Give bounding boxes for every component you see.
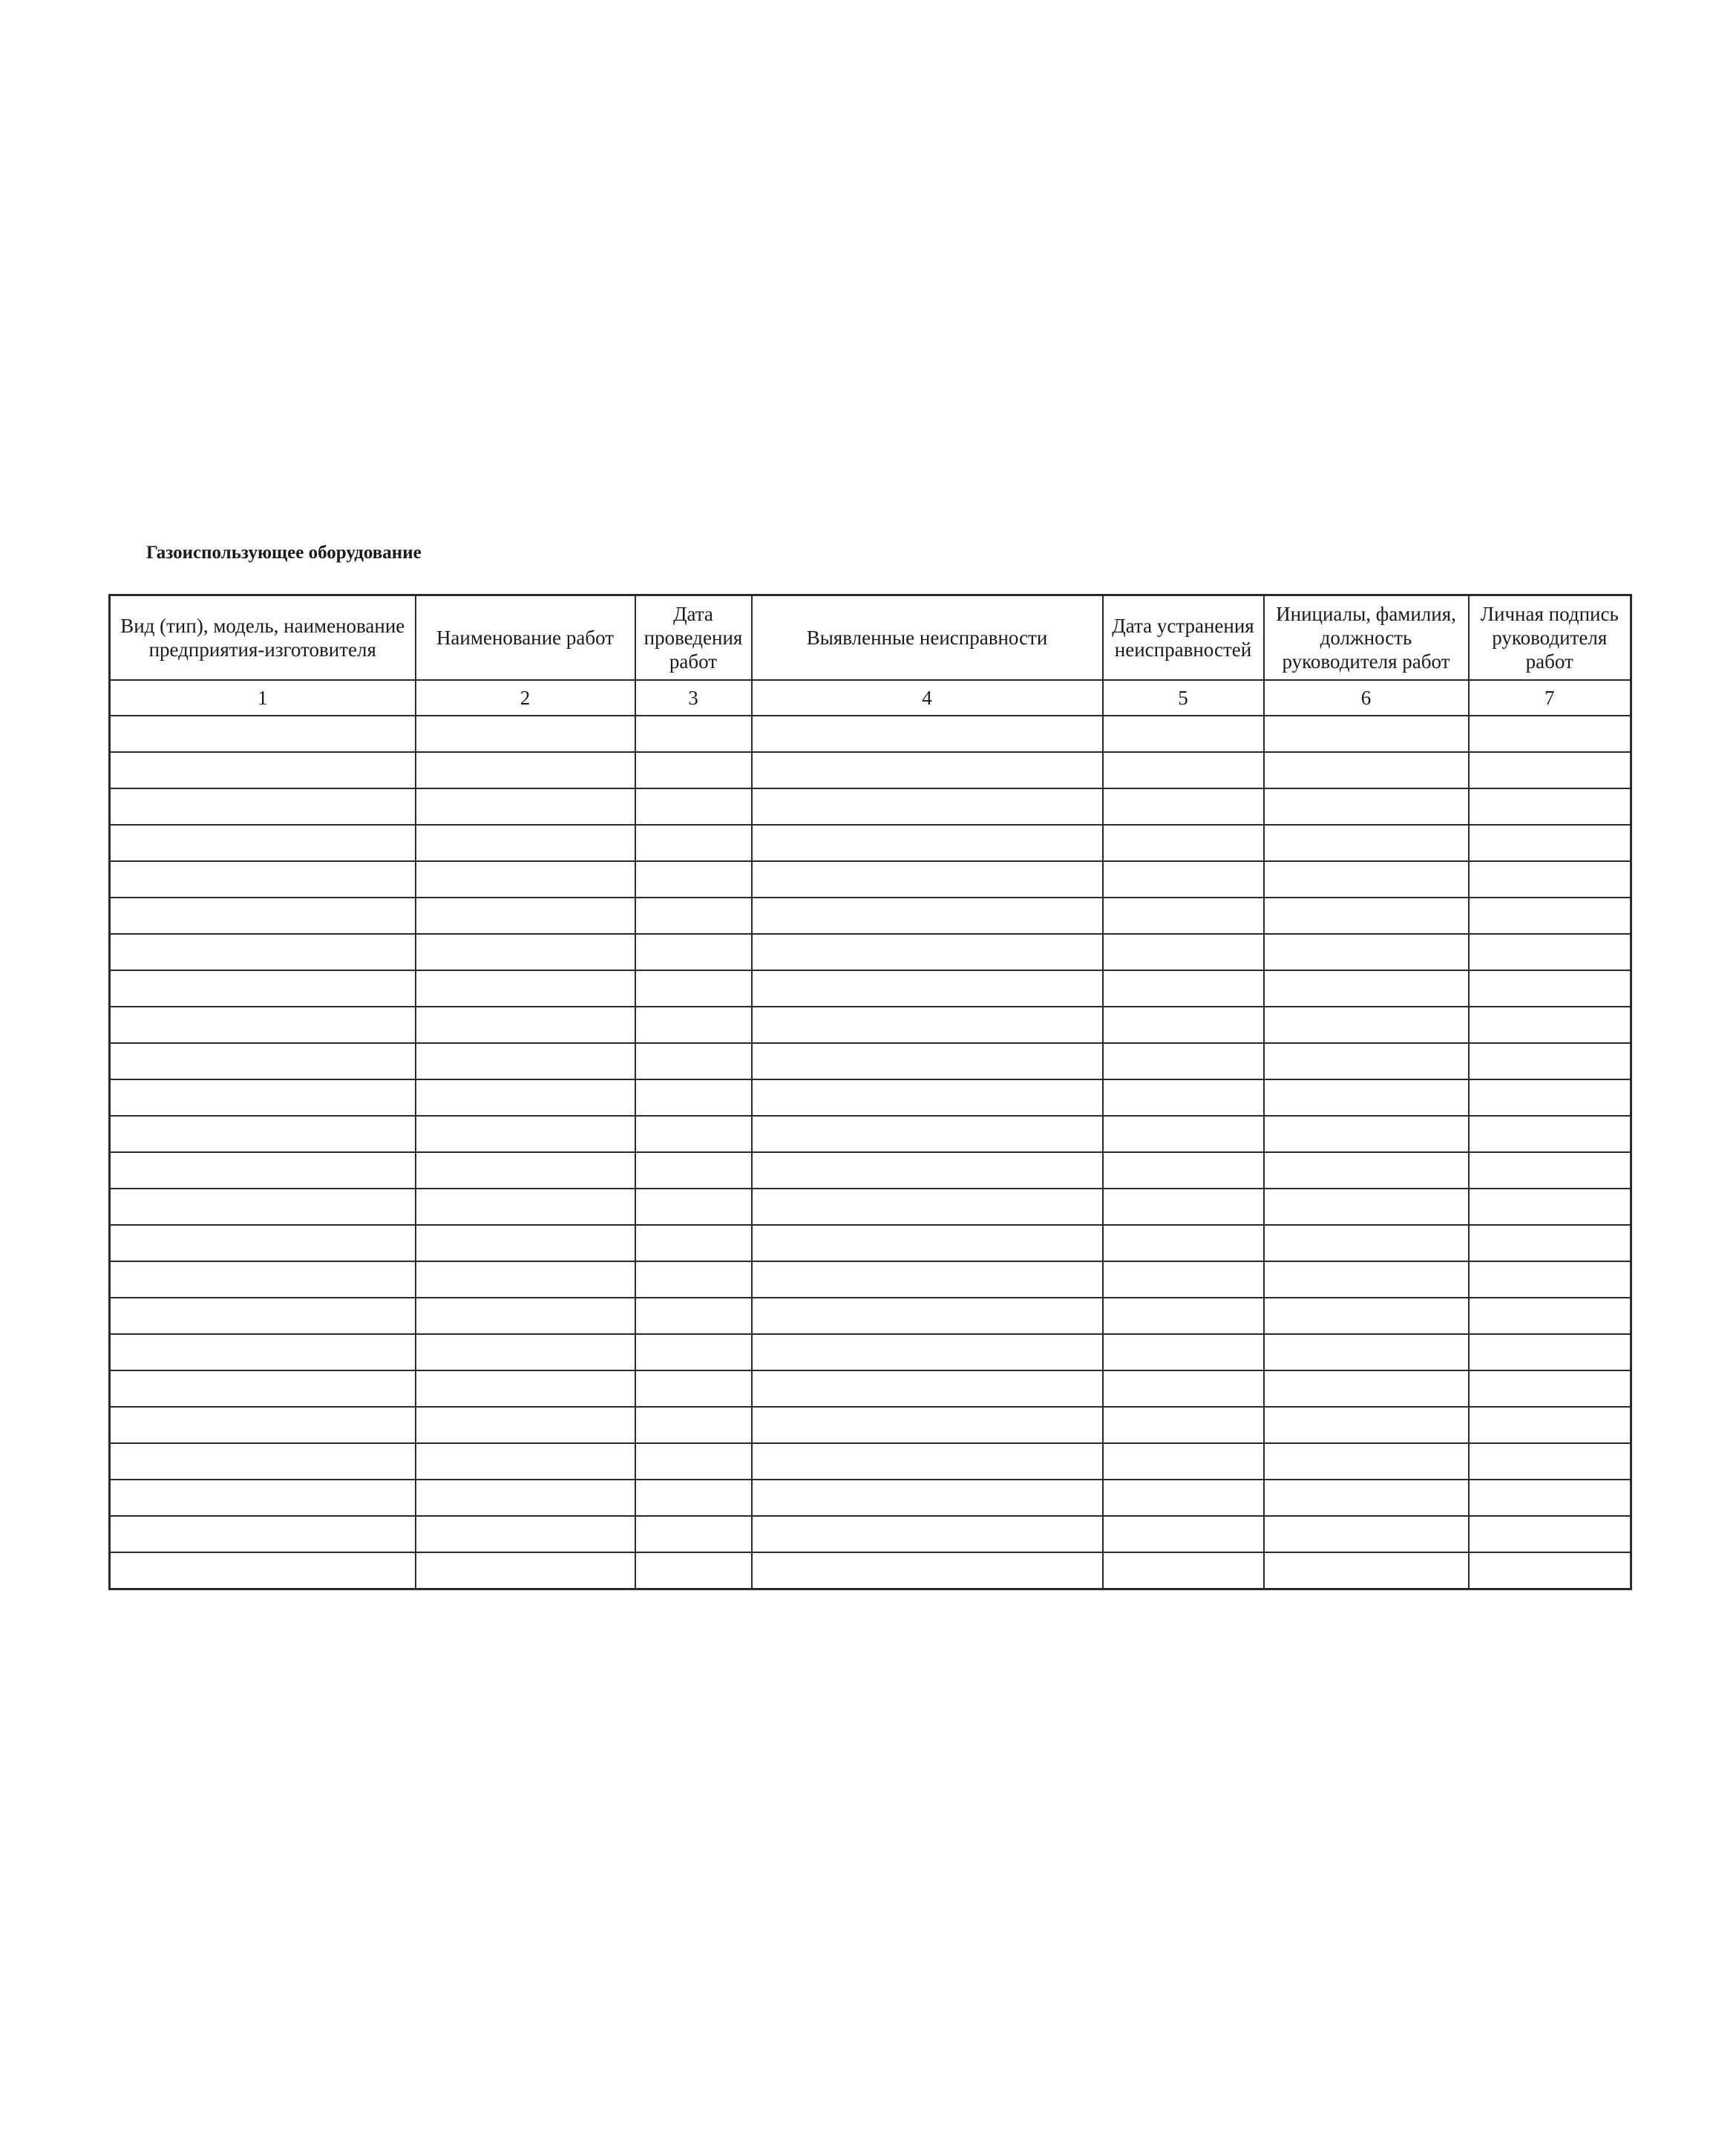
- table-cell[interactable]: [635, 970, 752, 1007]
- table-cell[interactable]: [416, 1407, 635, 1443]
- table-row: [110, 788, 1631, 825]
- table-cell[interactable]: [1469, 1480, 1631, 1516]
- table-cell[interactable]: [110, 1443, 416, 1480]
- table-cell[interactable]: [1264, 1516, 1469, 1552]
- table-cell[interactable]: [1103, 1407, 1264, 1443]
- table-cell[interactable]: [752, 1152, 1103, 1189]
- table-cell[interactable]: [635, 1007, 752, 1043]
- column-header-faults-found: Выявленные неисправности: [752, 595, 1103, 681]
- table-cell[interactable]: [1469, 1116, 1631, 1152]
- table-cell[interactable]: [416, 1007, 635, 1043]
- table-cell[interactable]: [1103, 1480, 1264, 1516]
- table-cell[interactable]: [110, 934, 416, 970]
- table-cell[interactable]: [752, 1334, 1103, 1370]
- table-cell[interactable]: [635, 1043, 752, 1079]
- table-cell[interactable]: [1264, 1407, 1469, 1443]
- table-row: [110, 1407, 1631, 1443]
- table-cell[interactable]: [110, 898, 416, 934]
- table-cell[interactable]: [1264, 1007, 1469, 1043]
- table-cell[interactable]: [110, 1079, 416, 1116]
- table-cell[interactable]: [752, 1298, 1103, 1334]
- table-cell[interactable]: [1469, 1298, 1631, 1334]
- table-cell[interactable]: [1469, 752, 1631, 788]
- equipment-register-table: [108, 594, 1632, 1590]
- table-cell[interactable]: [110, 1007, 416, 1043]
- table-cell[interactable]: [1103, 1552, 1264, 1589]
- table-cell[interactable]: [1264, 1370, 1469, 1407]
- column-header-supervisor-signature: Личная подпись руководителя работ: [1469, 595, 1631, 681]
- table-cell[interactable]: [1264, 1043, 1469, 1079]
- table-row: [110, 898, 1631, 934]
- table-cell[interactable]: [635, 1189, 752, 1225]
- table-cell[interactable]: [635, 1334, 752, 1370]
- table-cell[interactable]: [110, 1225, 416, 1261]
- table-cell[interactable]: [1103, 1225, 1264, 1261]
- table-cell[interactable]: [752, 934, 1103, 970]
- table-cell[interactable]: [416, 934, 635, 970]
- table-cell[interactable]: [110, 788, 416, 825]
- table-cell[interactable]: [752, 1407, 1103, 1443]
- table-cell[interactable]: [1103, 1043, 1264, 1079]
- table-row: [110, 1189, 1631, 1225]
- table-cell[interactable]: [635, 1079, 752, 1116]
- table-cell[interactable]: [635, 1480, 752, 1516]
- table-cell[interactable]: [1469, 934, 1631, 970]
- table-row: [110, 1480, 1631, 1516]
- table-row: [110, 1079, 1631, 1116]
- column-number: 2: [416, 680, 635, 716]
- table-cell[interactable]: [1469, 1516, 1631, 1552]
- table-cell[interactable]: [752, 788, 1103, 825]
- table-cell[interactable]: [416, 1189, 635, 1225]
- table-row: [110, 1225, 1631, 1261]
- table-cell[interactable]: [110, 1261, 416, 1298]
- table-cell[interactable]: [416, 752, 635, 788]
- column-number: 4: [752, 680, 1103, 716]
- table-cell[interactable]: [1264, 1334, 1469, 1370]
- table-cell[interactable]: [110, 970, 416, 1007]
- table-cell[interactable]: [1469, 861, 1631, 898]
- table-cell[interactable]: [416, 1443, 635, 1480]
- column-header-supervisor-name: Инициалы, фамилия, должность руководителя работ: [1264, 595, 1469, 681]
- table-row: [110, 970, 1631, 1007]
- table-cell[interactable]: [752, 1043, 1103, 1079]
- table-cell[interactable]: [1103, 1334, 1264, 1370]
- column-header-equipment: Вид (тип), модель, наименование предприятия-изготовителя: [110, 595, 416, 681]
- table-cell[interactable]: [416, 1552, 635, 1589]
- table-cell[interactable]: [1103, 1116, 1264, 1152]
- table-cell[interactable]: [635, 1552, 752, 1589]
- table-cell[interactable]: [416, 1516, 635, 1552]
- table-row: [110, 1298, 1631, 1334]
- table-cell[interactable]: [752, 898, 1103, 934]
- table-cell[interactable]: [635, 716, 752, 752]
- table-cell[interactable]: [752, 1189, 1103, 1225]
- table-cell[interactable]: [1469, 1407, 1631, 1443]
- table-cell[interactable]: [635, 1516, 752, 1552]
- table-cell[interactable]: [1469, 1334, 1631, 1370]
- table-cell[interactable]: [752, 1552, 1103, 1589]
- table-cell[interactable]: [1469, 1261, 1631, 1298]
- table-cell[interactable]: [635, 1443, 752, 1480]
- table-cell[interactable]: [1264, 861, 1469, 898]
- table-cell[interactable]: [752, 1079, 1103, 1116]
- table-cell[interactable]: [1103, 1189, 1264, 1225]
- table-cell[interactable]: [1264, 825, 1469, 861]
- table-cell[interactable]: [1103, 788, 1264, 825]
- column-header-fix-date: Дата устранения неисправностей: [1103, 595, 1264, 681]
- table-cell[interactable]: [635, 1116, 752, 1152]
- table-cell[interactable]: [416, 970, 635, 1007]
- table-cell[interactable]: [1264, 1225, 1469, 1261]
- table-cell[interactable]: [1264, 970, 1469, 1007]
- table-cell[interactable]: [1264, 934, 1469, 970]
- table-cell[interactable]: [416, 716, 635, 752]
- table-row: [110, 1116, 1631, 1152]
- table-row: [110, 1516, 1631, 1552]
- table-cell[interactable]: [1469, 1079, 1631, 1116]
- table-cell[interactable]: [1264, 716, 1469, 752]
- table-cell[interactable]: [752, 1225, 1103, 1261]
- column-number: 7: [1469, 680, 1631, 716]
- table-cell[interactable]: [752, 970, 1103, 1007]
- table-cell[interactable]: [1469, 1007, 1631, 1043]
- table-cell[interactable]: [1264, 898, 1469, 934]
- table-cell[interactable]: [1103, 898, 1264, 934]
- table-row: [110, 1152, 1631, 1189]
- column-header-work-name: Наименование работ: [416, 595, 635, 681]
- table-cell[interactable]: [1103, 1079, 1264, 1116]
- table-cell[interactable]: [1264, 1552, 1469, 1589]
- table-cell[interactable]: [1264, 1443, 1469, 1480]
- table-cell[interactable]: [635, 934, 752, 970]
- table-row: [110, 825, 1631, 861]
- table-cell[interactable]: [1469, 788, 1631, 825]
- table-cell[interactable]: [110, 1480, 416, 1516]
- table-cell[interactable]: [1103, 861, 1264, 898]
- table-cell[interactable]: [1264, 1152, 1469, 1189]
- column-number: 3: [635, 680, 752, 716]
- column-header-work-date: Дата проведения работ: [635, 595, 752, 681]
- section-title: Газоиспользующее оборудование: [146, 543, 422, 563]
- table-cell[interactable]: [110, 1189, 416, 1225]
- table-cell[interactable]: [110, 716, 416, 752]
- table-cell[interactable]: [1103, 1443, 1264, 1480]
- table-cell[interactable]: [1469, 1370, 1631, 1407]
- table-cell[interactable]: [1469, 1225, 1631, 1261]
- table-cell[interactable]: [752, 1007, 1103, 1043]
- table-row: [110, 1007, 1631, 1043]
- table-cell[interactable]: [635, 1152, 752, 1189]
- table-cell[interactable]: [1103, 1516, 1264, 1552]
- table-cell[interactable]: [1103, 1370, 1264, 1407]
- table-cell[interactable]: [1264, 1079, 1469, 1116]
- table-cell[interactable]: [416, 1298, 635, 1334]
- table-cell[interactable]: [1469, 970, 1631, 1007]
- table-cell[interactable]: [752, 1261, 1103, 1298]
- table-cell[interactable]: [1103, 934, 1264, 970]
- table-cell[interactable]: [1103, 970, 1264, 1007]
- table-cell[interactable]: [416, 898, 635, 934]
- column-number-row: [110, 680, 1631, 716]
- table-cell[interactable]: [110, 1116, 416, 1152]
- table-cell[interactable]: [1264, 1116, 1469, 1152]
- table-cell[interactable]: [416, 788, 635, 825]
- table-cell[interactable]: [635, 898, 752, 934]
- table-row: [110, 1261, 1631, 1298]
- table-cell[interactable]: [752, 752, 1103, 788]
- table-cell[interactable]: [1469, 1552, 1631, 1589]
- column-number: 5: [1103, 680, 1264, 716]
- table-cell[interactable]: [752, 716, 1103, 752]
- table-cell[interactable]: [635, 1407, 752, 1443]
- table-cell[interactable]: [1469, 1152, 1631, 1189]
- table-cell[interactable]: [1469, 1043, 1631, 1079]
- table-row: [110, 1443, 1631, 1480]
- table-cell[interactable]: [416, 1334, 635, 1370]
- table-cell[interactable]: [752, 861, 1103, 898]
- table-cell[interactable]: [1264, 1261, 1469, 1298]
- table-cell[interactable]: [635, 1261, 752, 1298]
- table-cell[interactable]: [1103, 1007, 1264, 1043]
- table-cell[interactable]: [635, 1298, 752, 1334]
- table-row: [110, 934, 1631, 970]
- table-cell[interactable]: [110, 1043, 416, 1079]
- table-row: [110, 861, 1631, 898]
- table-cell[interactable]: [1103, 716, 1264, 752]
- table-cell[interactable]: [635, 861, 752, 898]
- table-cell[interactable]: [635, 825, 752, 861]
- table-cell[interactable]: [1103, 825, 1264, 861]
- table-cell[interactable]: [635, 1225, 752, 1261]
- table-cell[interactable]: [110, 861, 416, 898]
- table-cell[interactable]: [110, 825, 416, 861]
- table-cell[interactable]: [110, 1298, 416, 1334]
- table-cell[interactable]: [1469, 1189, 1631, 1225]
- table-cell[interactable]: [752, 1370, 1103, 1407]
- table-row: [110, 1370, 1631, 1407]
- table-cell[interactable]: [1469, 716, 1631, 752]
- table-cell[interactable]: [416, 1480, 635, 1516]
- table-cell[interactable]: [416, 1079, 635, 1116]
- table-cell[interactable]: [1469, 898, 1631, 934]
- table-cell[interactable]: [1103, 1298, 1264, 1334]
- table-cell[interactable]: [110, 1407, 416, 1443]
- table-cell[interactable]: [1469, 1443, 1631, 1480]
- table-cell[interactable]: [110, 1152, 416, 1189]
- table-cell[interactable]: [1264, 788, 1469, 825]
- table-cell[interactable]: [110, 1334, 416, 1370]
- table-cell[interactable]: [752, 1480, 1103, 1516]
- table-cell[interactable]: [752, 1116, 1103, 1152]
- column-number: 6: [1264, 680, 1469, 716]
- table-body: [110, 716, 1631, 1589]
- table-row: [110, 1552, 1631, 1589]
- table-cell[interactable]: [416, 1370, 635, 1407]
- table-cell[interactable]: [752, 825, 1103, 861]
- table-cell[interactable]: [1103, 752, 1264, 788]
- table-cell[interactable]: [110, 1370, 416, 1407]
- table-cell[interactable]: [752, 1443, 1103, 1480]
- table-row: [110, 716, 1631, 752]
- table-cell[interactable]: [416, 1225, 635, 1261]
- table-cell[interactable]: [416, 1043, 635, 1079]
- table-row: [110, 752, 1631, 788]
- table-cell[interactable]: [1264, 1298, 1469, 1334]
- table-cell[interactable]: [110, 752, 416, 788]
- table-cell[interactable]: [1264, 752, 1469, 788]
- table-cell[interactable]: [752, 1516, 1103, 1552]
- table-cell[interactable]: [110, 1516, 416, 1552]
- table-cell[interactable]: [416, 1261, 635, 1298]
- table-cell[interactable]: [1264, 1189, 1469, 1225]
- table-cell[interactable]: [1103, 1261, 1264, 1298]
- table-cell[interactable]: [1469, 825, 1631, 861]
- table-cell[interactable]: [635, 1370, 752, 1407]
- table-cell[interactable]: [416, 1116, 635, 1152]
- column-number: 1: [110, 680, 416, 716]
- table-cell[interactable]: [416, 825, 635, 861]
- table-cell[interactable]: [635, 752, 752, 788]
- table-cell[interactable]: [635, 788, 752, 825]
- table-cell[interactable]: [416, 1152, 635, 1189]
- table-cell[interactable]: [1103, 1152, 1264, 1189]
- table-cell[interactable]: [1264, 1480, 1469, 1516]
- table-cell[interactable]: [110, 1552, 416, 1589]
- header-row: [110, 595, 1631, 681]
- table-row: [110, 1334, 1631, 1370]
- table-row: [110, 1043, 1631, 1079]
- table-cell[interactable]: [416, 861, 635, 898]
